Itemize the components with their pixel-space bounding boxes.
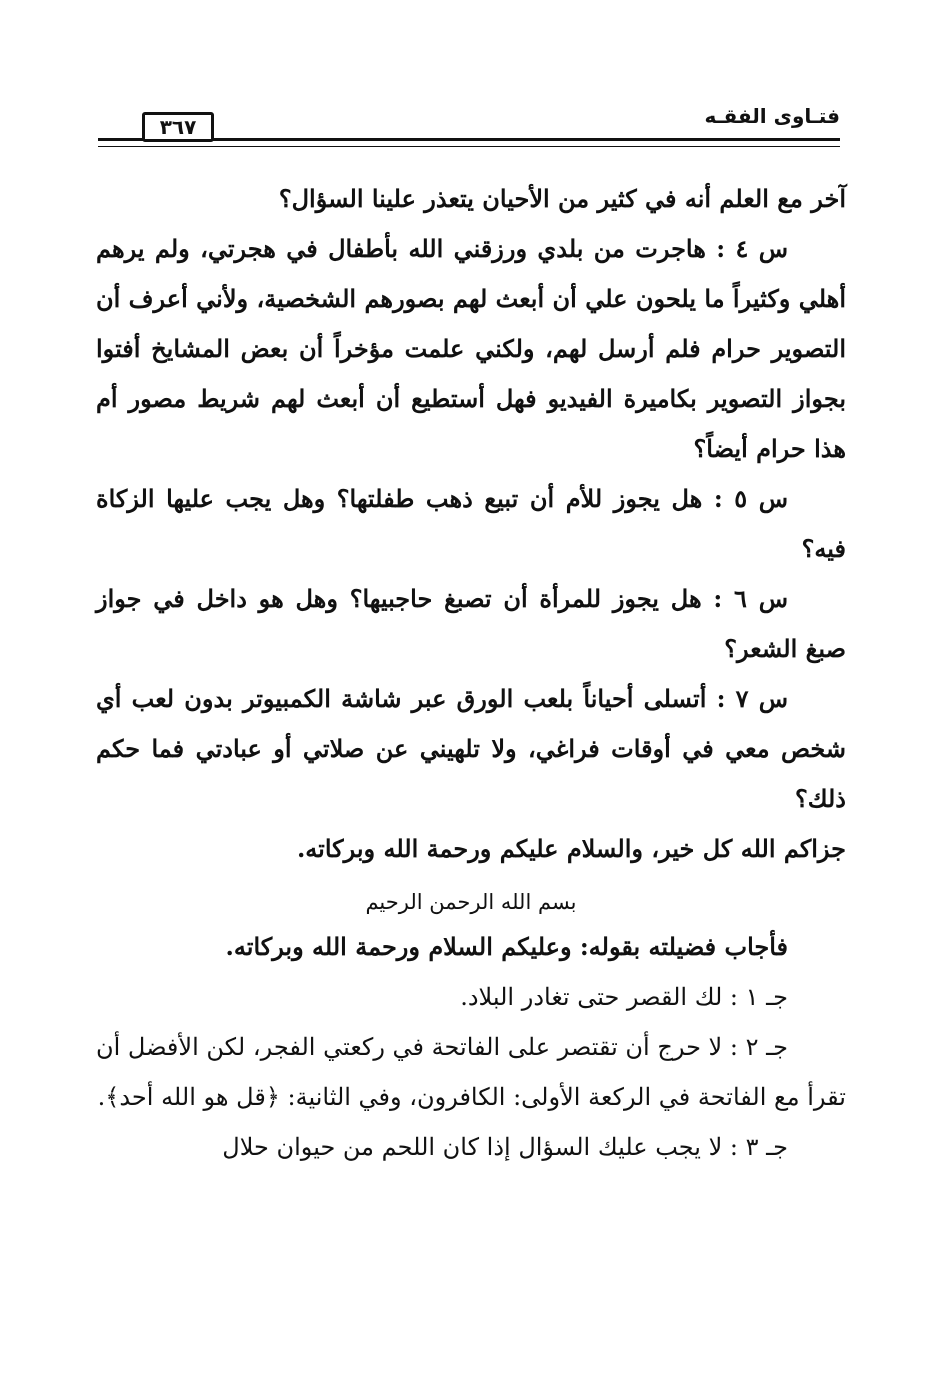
page-body — [96, 174, 846, 1172]
question-5: س ٥ : هل يجوز للأم أن تبيع ذهب طفلتها؟ وهل يجب عليها الزكاة فيه؟ — [96, 484, 846, 563]
page-header — [98, 104, 840, 148]
question-6: س ٦ : هل يجوز للمرأة أن تصبغ حاجبيها؟ وهل هو داخل في جواز صبغ الشعر؟ — [96, 584, 846, 663]
running-title: فتـاوى الفقـه — [704, 104, 840, 128]
answer-1: جـ ١ : لك القصر حتى تغادر البلاد. — [460, 983, 788, 1011]
answer-intro: فأجاب فضيلته بقوله: وعليكم السلام ورحمة الله وبركاته. — [225, 932, 788, 961]
question-continuation: آخر مع العلم أنه في كثير من الأحيان يتعذر علينا السؤال؟ — [278, 184, 846, 213]
answer-3: جـ ٣ : لا يجب عليك السؤال إذا كان اللحم من حيوان حلال — [222, 1133, 788, 1161]
answer-2: جـ ٢ : لا حرج أن تقتصر على الفاتحة في ركعتي الفجر، لكن الأفضل أن تقرأ مع الفاتحة في الركعة الأولى: الكافرون، وفي الثانية: ﴿قل هو الله أحد﴾. — [96, 1033, 846, 1111]
page-number: ٣٦٧ — [142, 112, 214, 142]
question-7: س ٧ : أتسلى أحياناً بلعب الورق عبر شاشة الكمبيوتر بدون لعب أي شخص معي في أوقات فراغي، ولا تلهيني عن صلاتي أو عبادتي فما حكم ذلك؟ — [96, 684, 846, 813]
question-4: س ٤ : هاجرت من بلدي ورزقني الله بأطفال في هجرتي، ولم يرهم أهلي وكثيراً ما يلحون علي أن أبعث لهم بصورهم الشخصية، ولأني أعرف أن التصوير حرام فلم أرسل لهم، ولكني علمت مؤخراً أن بعض المشايخ أفتوا بجواز التصوير بكاميرة الفيديو فهل أستطيع أن أبعث لهم شريط مصور أم هذا حرام أيضاً؟ — [96, 234, 846, 463]
closing-greeting: جزاكم الله كل خير، والسلام عليكم ورحمة الله وبركاته. — [296, 834, 846, 863]
answers-section — [96, 922, 846, 1172]
basmala: بسم الله الرحمن الرحيم — [365, 890, 577, 914]
